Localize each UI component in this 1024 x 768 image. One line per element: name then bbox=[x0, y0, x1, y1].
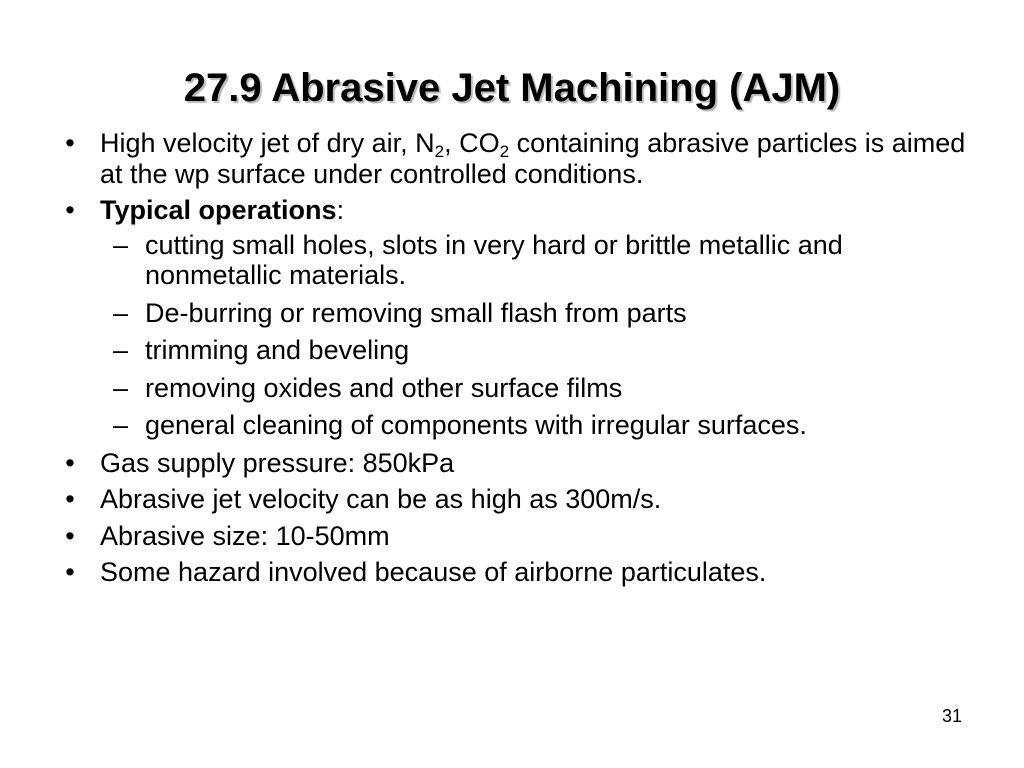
bullet-text: Gas supply pressure: 850kPa bbox=[100, 447, 455, 478]
sub-item-cleaning bbox=[60, 410, 980, 441]
sub-item-trimming bbox=[60, 335, 980, 366]
dash-icon: – bbox=[113, 335, 129, 365]
dash-icon: – bbox=[113, 410, 129, 440]
sub-item-removing-oxides bbox=[60, 373, 980, 404]
bullet-text: Abrasive size: 10-50mm bbox=[100, 520, 390, 551]
bullet-icon: • bbox=[65, 520, 75, 551]
dash-icon: – bbox=[113, 229, 129, 260]
bullet-text-part: containing abrasive particles is aimed at the wp surface under controlled conditions. bbox=[100, 128, 966, 189]
bullet-item-jet-velocity bbox=[60, 484, 980, 515]
sub-item-text: De-burring or removing small flash from parts bbox=[145, 297, 687, 328]
subscript: 2 bbox=[499, 142, 510, 161]
slide-title: 27.9 Abrasive Jet Machining (AJM) bbox=[183, 66, 841, 110]
sub-item-text: trimming and beveling bbox=[145, 335, 410, 365]
bullet-heading-colon: : bbox=[336, 195, 345, 225]
bullet-text: Abrasive jet velocity can be as high as 300m/s. bbox=[100, 484, 662, 514]
sub-item-text: cutting small holes, slots in very hard or brittle metallic and nonmetallic materials. bbox=[145, 229, 843, 290]
page-number: 31 bbox=[941, 706, 962, 726]
subscript: 2 bbox=[434, 142, 445, 161]
bullet-item-gas-jet bbox=[60, 128, 980, 189]
bullet-icon: • bbox=[65, 484, 75, 514]
bullet-text-part: , CO bbox=[444, 128, 500, 158]
dash-icon: – bbox=[113, 372, 129, 403]
bullet-item-hazard bbox=[60, 557, 980, 588]
bullet-text-part: High velocity jet of dry air, N bbox=[100, 128, 435, 158]
sub-item-cutting bbox=[60, 230, 980, 291]
bullet-heading: Typical operations bbox=[100, 195, 337, 225]
bullet-text: Some hazard involved because of airborne particulates. bbox=[100, 557, 767, 587]
dash-icon: – bbox=[113, 297, 129, 328]
bullet-icon: • bbox=[65, 128, 75, 158]
sub-item-text: general cleaning of components with irregular surfaces. bbox=[145, 410, 807, 440]
sub-item-text: removing oxides and other surface films bbox=[145, 372, 623, 403]
operations-sub-list bbox=[60, 230, 980, 441]
bullet-icon: • bbox=[65, 447, 75, 478]
bullet-icon: • bbox=[65, 195, 75, 225]
bullet-icon: • bbox=[65, 557, 75, 587]
bullet-item-typical-operations bbox=[60, 195, 980, 441]
bullet-item-gas-pressure bbox=[60, 448, 980, 479]
bullet-list bbox=[60, 128, 980, 594]
sub-item-deburring bbox=[60, 298, 980, 329]
bullet-item-abrasive-size bbox=[60, 521, 980, 552]
